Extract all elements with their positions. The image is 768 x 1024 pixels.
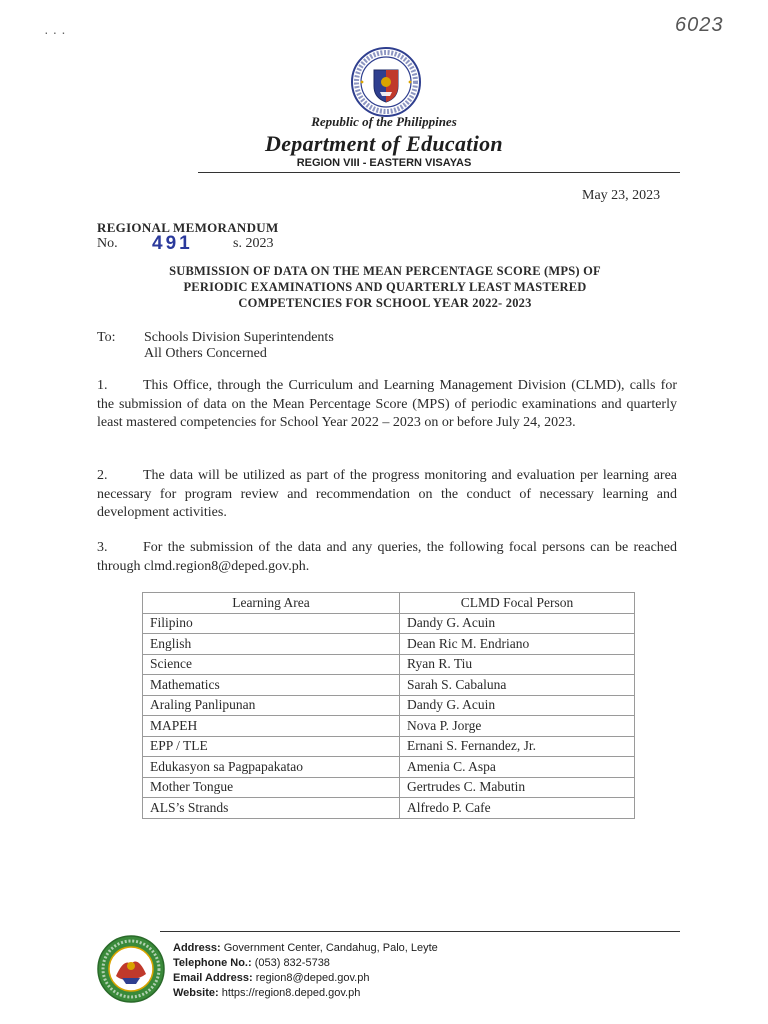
department-heading: Department of Education [265,131,503,156]
recipient: Schools Division Superintendents [144,330,334,345]
paragraph-number: 2. [97,468,108,483]
table-row [143,757,635,778]
memo-type: REGIONAL MEMORANDUM [97,220,279,235]
table-row [143,798,635,819]
footer-telephone-value: (053) 832-5738 [254,957,330,969]
scan-specks: · · · [44,24,66,40]
learning-area-cell: Edukasyon sa Pagpapakatao [143,757,400,778]
footer-address-value: Government Center, Candahug, Palo, Leyte [223,942,438,954]
focal-person-cell: Amenia C. Aspa [400,757,635,778]
learning-area-cell: Mother Tongue [143,777,400,798]
footer-website-value: https://region8.deped.gov.ph [221,987,361,999]
learning-area-cell: English [143,634,400,655]
learning-area-cell: Filipino [143,613,400,634]
table-row [143,695,635,716]
footer-website [173,986,360,1001]
footer-telephone [173,956,330,971]
header-divider [198,172,680,173]
learning-area-cell: Mathematics [143,675,400,696]
footer-email [173,971,369,986]
footer-email-label: Email Address: [173,972,253,984]
learning-area-cell: Science [143,654,400,675]
focal-person-cell: Dandy G. Acuin [400,695,635,716]
table-header-row [143,593,635,614]
republic-heading: Republic of the Philippines [311,114,457,129]
table-row [143,613,635,634]
focal-person-cell: Nova P. Jorge [400,716,635,737]
table-row [143,634,635,655]
paragraph-number: 1. [97,378,108,393]
focal-person-cell: Dean Ric M. Endriano [400,634,635,655]
table-row [143,777,635,798]
focal-person-cell: Ryan R. Tiu [400,654,635,675]
region-viii-logo-icon [96,934,166,1004]
footer-website-label: Website: [173,987,219,999]
to-label: To: [97,330,116,345]
paragraph-1 [97,377,677,433]
memo-subject [110,263,660,311]
focal-person-cell: Dandy G. Acuin [400,613,635,634]
paragraph-number: 3. [97,540,108,555]
memo-date: May 23, 2023 [582,188,661,203]
focal-person-cell: Alfredo P. Cafe [400,798,635,819]
focal-person-cell: Sarah S. Cabaluna [400,675,635,696]
learning-area-cell: ALS’s Strands [143,798,400,819]
subject-line: SUBMISSION OF DATA ON THE MEAN PERCENTAGE SCORE (MPS) OF [169,264,601,278]
focal-person-cell: Ernani S. Fernandez, Jr. [400,736,635,757]
paragraph-text: This Office, through the Curriculum and Learning Management Division (CLMD), calls for the submission of data on the Mean Percentage Score (MPS) of periodic examinations and quarterly least mastered competencies for School Year 2022 – 2023 on or before July 24, 2023. [97,378,677,430]
deped-seal-icon [350,46,422,118]
memo-series: s. 2023 [233,236,274,251]
footer-address [173,941,438,956]
column-header-focal-person: CLMD Focal Person [400,593,635,614]
paragraph-2 [97,467,677,523]
region-heading: REGION VIII - EASTERN VISAYAS [296,157,472,169]
footer-address-label: Address: [173,942,221,954]
subject-line: PERIODIC EXAMINATIONS AND QUARTERLY LEAST MASTERED [183,280,587,294]
focal-persons-table [142,592,635,819]
paragraph-3 [97,539,677,576]
table-row [143,675,635,696]
memo-number-label: No. [97,236,118,251]
learning-area-cell: EPP / TLE [143,736,400,757]
learning-area-cell: MAPEH [143,716,400,737]
handwritten-note: 6023 [675,14,724,36]
footer-email-value: region8@deped.gov.ph [255,972,370,984]
table-row [143,736,635,757]
recipient: All Others Concerned [144,346,267,361]
footer-telephone-label: Telephone No.: [173,957,252,969]
column-header-learning-area: Learning Area [143,593,400,614]
memo-number-stamp: 491 [152,233,193,254]
subject-line: COMPETENCIES FOR SCHOOL YEAR 2022- 2023 [238,296,532,310]
learning-area-cell: Araling Panlipunan [143,695,400,716]
table-row [143,654,635,675]
paragraph-text: For the submission of the data and any queries, the following focal persons can be reached through clmd.region8@deped.gov.ph. [97,540,677,574]
focal-person-cell: Gertrudes C. Mabutin [400,777,635,798]
footer-divider [160,931,680,932]
table-row [143,716,635,737]
paragraph-text: The data will be utilized as part of the progress monitoring and evaluation per learning area necessary for program review and recommendation on the conduct of necessary learning and development activities. [97,468,677,520]
